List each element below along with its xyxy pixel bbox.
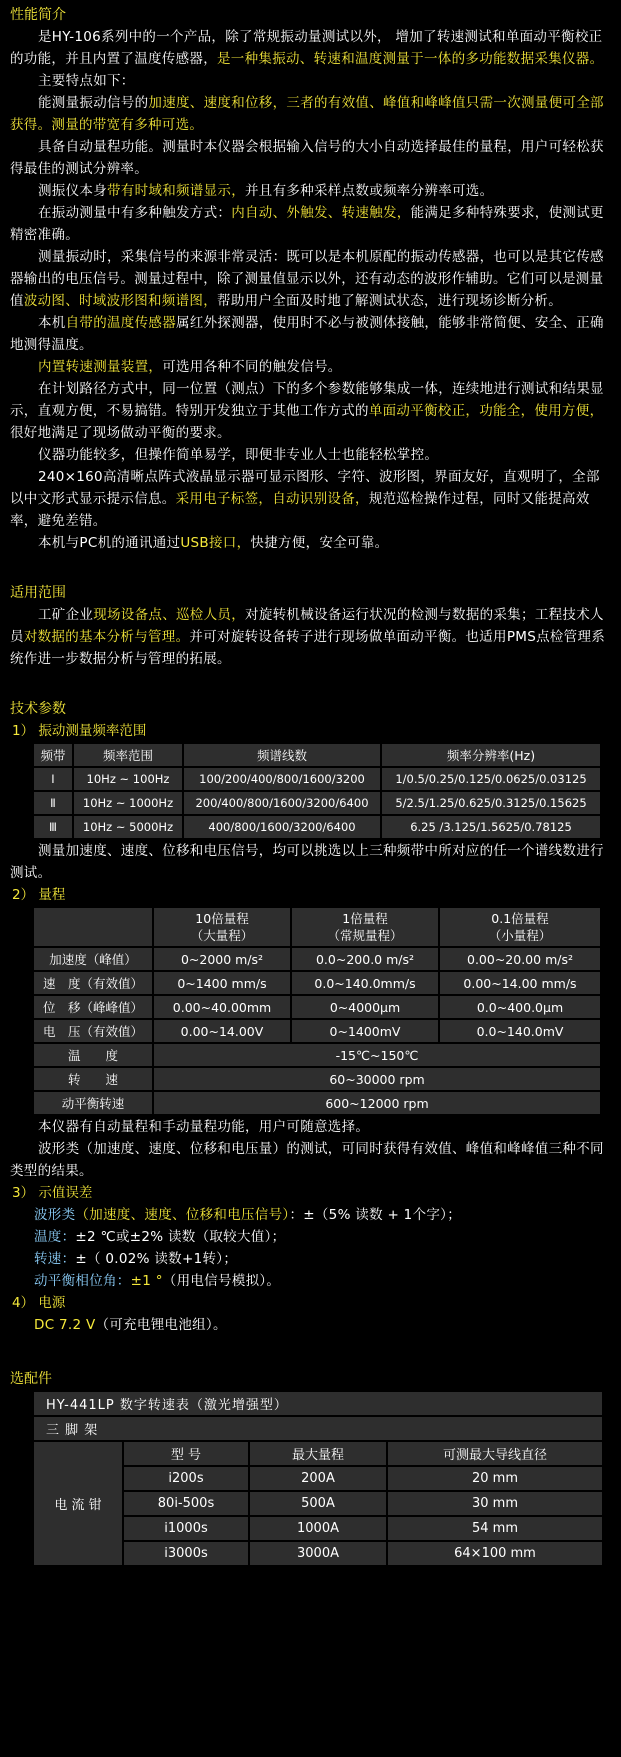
freq-header-cell: 频带 bbox=[34, 744, 72, 766]
freq-header-cell: 频谱线数 bbox=[184, 744, 380, 766]
table-cell: 电 压（有效值） bbox=[34, 1020, 152, 1042]
table-cell: 64×100 mm bbox=[388, 1542, 602, 1565]
intro-p3: 能测量振动信号的加速度、速度和位移，三者的有效值、峰值和峰峰值只需一次测量便可全部获得。测量的带宽有多种可选。 bbox=[10, 95, 604, 133]
table-cell: 3000A bbox=[250, 1542, 386, 1565]
range-corner-cell bbox=[34, 908, 152, 946]
scope-paragraph: 工矿企业现场设备点、巡检人员，对旋转机械设备运行状况的检测与数据的采集；工程技术人员对数据的基本分析与管理。并可对旋转设备转子进行现场做单面动平衡。也适用PMS点检管理系统作进一步数据分析与管理的拓展。 bbox=[10, 607, 606, 667]
table-cell: -15℃~150℃ bbox=[154, 1044, 600, 1066]
error-temperature: 温度：±2 ℃或±2% 读数（取较大值）； bbox=[34, 1229, 286, 1245]
table-row bbox=[34, 948, 600, 970]
intro-p6: 在振动测量中有多种触发方式：内自动、外触发、转速触发，能满足多种特殊要求，使测试更精密准确。 bbox=[10, 205, 604, 243]
table-cell: 0.00~40.00mm bbox=[154, 996, 290, 1018]
table-row bbox=[34, 768, 600, 790]
power-spec: DC 7.2 V（可充电锂电池组）。 bbox=[34, 1317, 227, 1333]
table-row bbox=[34, 1092, 600, 1114]
table-row bbox=[34, 816, 600, 838]
tripod-row: 三 脚 架 bbox=[34, 1417, 602, 1440]
table-cell: 加速度（峰值） bbox=[34, 948, 152, 970]
table-cell: 0.0~400.0μm bbox=[440, 996, 600, 1018]
table-cell: 80i-500s bbox=[124, 1492, 248, 1515]
table-row bbox=[34, 1417, 602, 1440]
table-cell: 400/800/1600/3200/6400 bbox=[184, 816, 380, 838]
table-cell: 10Hz ~ 100Hz bbox=[74, 768, 182, 790]
table-cell: 动平衡转速 bbox=[34, 1092, 152, 1114]
table-row bbox=[34, 1044, 600, 1066]
table-row bbox=[34, 1020, 600, 1042]
range-note-2: 波形类（加速度、速度、位移和电压量）的测试，可同时获得有效值、峰值和峰峰值三种不同类型的结果。 bbox=[10, 1141, 604, 1179]
table-row bbox=[34, 1392, 602, 1415]
range-heading: 2） 量程 bbox=[12, 887, 66, 903]
table-cell: 30 mm bbox=[388, 1492, 602, 1515]
table-cell: 54 mm bbox=[388, 1517, 602, 1540]
intro-p11: 仪器功能较多，但操作简单易学，即便非专业人士也能轻松掌控。 bbox=[38, 447, 439, 463]
intro-title: 性能简介 bbox=[10, 7, 66, 23]
range-table bbox=[32, 906, 602, 1116]
table-cell: 0~1400 mm/s bbox=[154, 972, 290, 994]
table-cell: i200s bbox=[124, 1467, 248, 1490]
table-cell: 60~30000 rpm bbox=[154, 1068, 600, 1090]
error-waveform: 波形类（加速度、速度、位移和电压信号）：±（5% 读数 + 1个字）； bbox=[34, 1207, 462, 1223]
range-header-row bbox=[34, 908, 600, 946]
table-cell: 0~1400mV bbox=[292, 1020, 438, 1042]
range-header-cell: 1倍量程 （常规量程） bbox=[292, 908, 438, 946]
table-cell: 5/2.5/1.25/0.625/0.3125/0.15625 bbox=[382, 792, 600, 814]
freq-header-cell: 频率分辨率(Hz) bbox=[382, 744, 600, 766]
table-row bbox=[34, 996, 600, 1018]
table-cell: 500A bbox=[250, 1492, 386, 1515]
table-cell: Ⅰ bbox=[34, 768, 72, 790]
error-heading: 3） 示值误差 bbox=[12, 1185, 93, 1201]
table-row bbox=[34, 1068, 600, 1090]
table-cell: 0.0~140.0mV bbox=[440, 1020, 600, 1042]
table-cell: 0.00~14.00V bbox=[154, 1020, 290, 1042]
table-cell: 200/400/800/1600/3200/6400 bbox=[184, 792, 380, 814]
intro-p9: 内置转速测量装置，可选用各种不同的触发信号。 bbox=[38, 359, 342, 375]
table-cell: Ⅱ bbox=[34, 792, 72, 814]
range-note-1: 本仪器有自动量程和手动量程功能，用户可随意选择。 bbox=[38, 1119, 370, 1135]
table-cell: 0.0~200.0 m/s² bbox=[292, 948, 438, 970]
table-cell: 1/0.5/0.25/0.125/0.0625/0.03125 bbox=[382, 768, 600, 790]
accessories-table bbox=[32, 1390, 604, 1567]
intro-p4: 具备自动量程功能。测量时本仪器会根据输入信号的大小自动选择最佳的量程，用户可轻松获得最佳的测试分辨率。 bbox=[10, 139, 604, 177]
freq-range-heading: 1） 振动测量频率范围 bbox=[12, 723, 147, 739]
clamp-header-row bbox=[34, 1442, 602, 1465]
freq-header-cell: 频率范围 bbox=[74, 744, 182, 766]
clamp-header-cell: 可测最大导线直径 bbox=[388, 1442, 602, 1465]
scope-title: 适用范围 bbox=[10, 585, 66, 601]
table-cell: 0.00~20.00 m/s² bbox=[440, 948, 600, 970]
intro-p13: 本机与PC机的通讯通过USB接口，快捷方便，安全可靠。 bbox=[38, 535, 389, 551]
table-cell: 6.25 /3.125/1.5625/0.78125 bbox=[382, 816, 600, 838]
power-heading: 4） 电源 bbox=[12, 1295, 66, 1311]
table-cell: 10Hz ~ 1000Hz bbox=[74, 792, 182, 814]
clamp-header-cell: 最大量程 bbox=[250, 1442, 386, 1465]
intro-p2: 主要特点如下： bbox=[38, 73, 135, 89]
table-cell: 0.0~140.0mm/s bbox=[292, 972, 438, 994]
range-header-cell: 0.1倍量程 （小量程） bbox=[440, 908, 600, 946]
intro-p10: 在计划路径方式中，同一位置（测点）下的多个参数能够集成一体，连续地进行测试和结果显示，直观方便，不易搞错。特别开发独立于其他工作方式的单面动平衡校正，功能全，使用方便，很好地满足了现场做动平衡的要求。 bbox=[10, 381, 604, 441]
intro-p12: 240×160高清晰点阵式液晶显示器可显示图形、字符、波形图，界面友好，直观明了，全部以中文形式显示提示信息。采用电子标签，自动识别设备，规范巡检操作过程，同时又能提高效率，避免差错。 bbox=[10, 469, 600, 529]
intro-p5: 测振仪本身带有时域和频谱显示，并且有多种采样点数或频率分辨率可选。 bbox=[38, 183, 494, 199]
table-cell: 0~4000μm bbox=[292, 996, 438, 1018]
accessories-title: 选配件 bbox=[10, 1371, 52, 1387]
error-phase: 动平衡相位角：±1 °（用电信号模拟）。 bbox=[34, 1273, 281, 1289]
range-header-cell: 10倍量程 （大量程） bbox=[154, 908, 290, 946]
table-cell: i1000s bbox=[124, 1517, 248, 1540]
table-cell: 100/200/400/800/1600/3200 bbox=[184, 768, 380, 790]
table-cell: 200A bbox=[250, 1467, 386, 1490]
table-cell: Ⅲ bbox=[34, 816, 72, 838]
table-cell: 600~12000 rpm bbox=[154, 1092, 600, 1114]
table-row bbox=[34, 972, 600, 994]
table-cell: 0.00~14.00 mm/s bbox=[440, 972, 600, 994]
clamp-label: 电 流 钳 bbox=[34, 1442, 122, 1565]
table-cell: 10Hz ~ 5000Hz bbox=[74, 816, 182, 838]
tech-title: 技术参数 bbox=[10, 701, 66, 717]
table-cell: 转 速 bbox=[34, 1068, 152, 1090]
table-cell: 20 mm bbox=[388, 1467, 602, 1490]
table-cell: i3000s bbox=[124, 1542, 248, 1565]
intro-p1: 是HY-106系列中的一个产品，除了常规振动量测试以外， 增加了转速测试和单面动平衡校正的功能，并且内置了温度传感器，是一种集振动、转速和温度测量于一体的多功能数据采集仪器。 bbox=[10, 29, 604, 67]
table-cell: 速 度（有效值） bbox=[34, 972, 152, 994]
intro-p8: 本机自带的温度传感器属红外探测器，使用时不必与被测体接触，能够非常简便、安全、正确地测得温度。 bbox=[10, 315, 604, 353]
freq-note: 测量加速度、速度、位移和电压信号，均可以挑选以上三种频带中所对应的任一个谱线数进行测试。 bbox=[10, 843, 604, 881]
table-cell: 0~2000 m/s² bbox=[154, 948, 290, 970]
freq-range-table bbox=[32, 742, 602, 840]
table-cell: 位 移（峰峰值） bbox=[34, 996, 152, 1018]
error-speed: 转速：±（ 0.02% 读数+1转）； bbox=[34, 1251, 238, 1267]
clamp-header-cell: 型 号 bbox=[124, 1442, 248, 1465]
tachometer-row: HY-441LP 数字转速表（激光增强型） bbox=[34, 1392, 602, 1415]
table-cell: 温 度 bbox=[34, 1044, 152, 1066]
table-cell: 1000A bbox=[250, 1517, 386, 1540]
freq-header-row bbox=[34, 744, 600, 766]
intro-p7: 测量振动时，采集信号的来源非常灵活：既可以是本机原配的振动传感器，也可以是其它传感器输出的电压信号。测量过程中，除了测量值显示以外，还有动态的波形作辅助。它们可以是测量值波动图、时域波形图和频谱图，帮助用户全面及时地了解测试状态，进行现场诊断分析。 bbox=[10, 249, 604, 309]
table-row bbox=[34, 792, 600, 814]
